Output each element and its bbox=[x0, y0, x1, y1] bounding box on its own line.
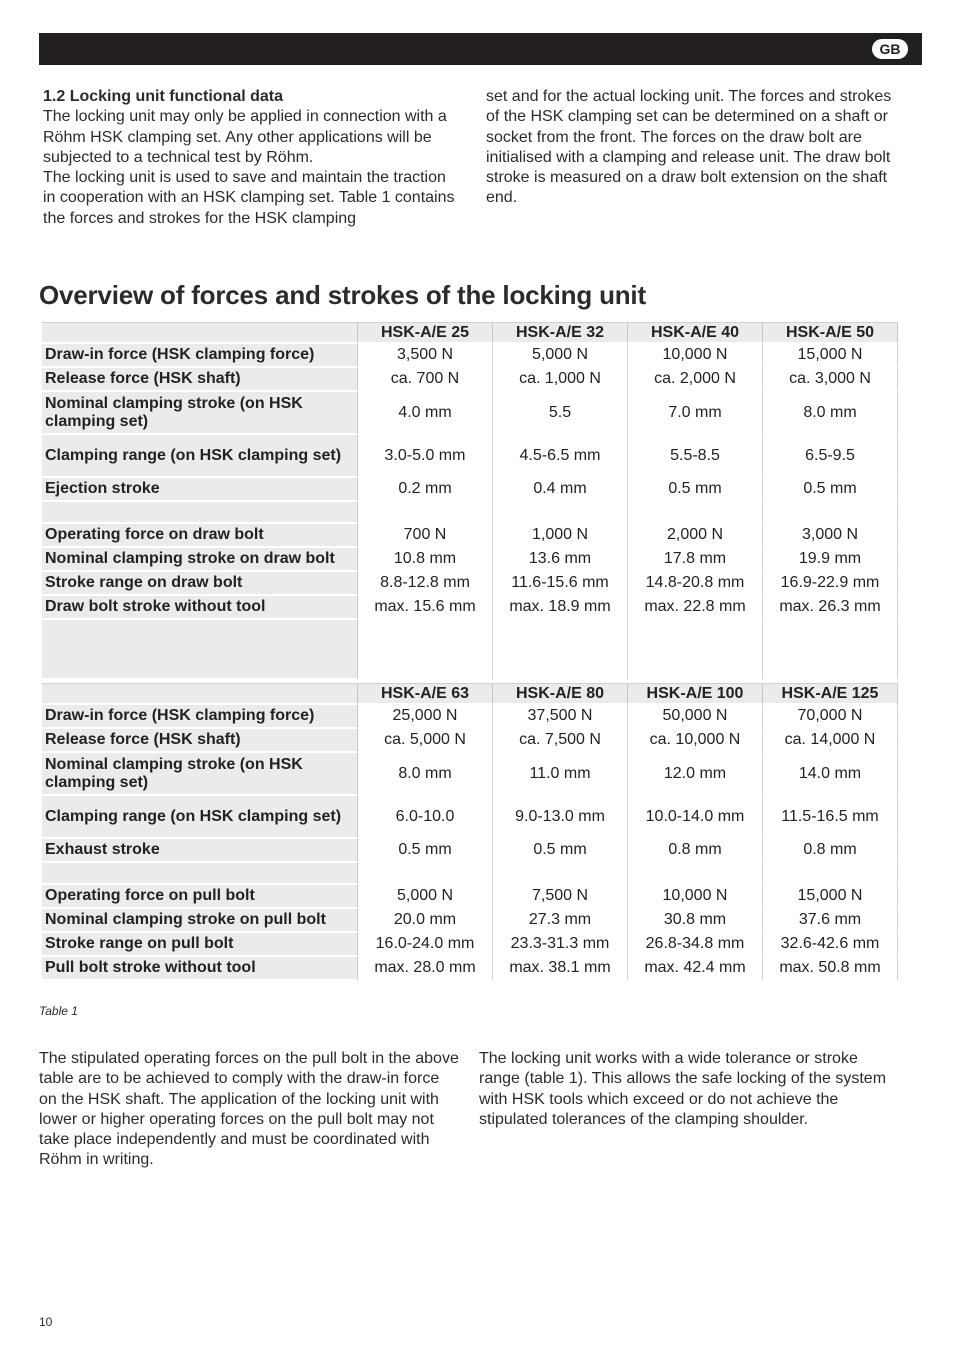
row-label: Stroke range on draw bolt bbox=[42, 572, 358, 596]
table-spacer-row bbox=[42, 502, 898, 524]
table-cell: 8.0 mm bbox=[763, 392, 898, 435]
row-label: Nominal clamping stroke on pull bolt bbox=[42, 909, 358, 933]
table-row bbox=[42, 344, 898, 368]
row-label: Draw-in force (HSK clamping force) bbox=[42, 344, 358, 368]
table-cell: 7.0 mm bbox=[628, 392, 763, 435]
table-cell: 13.6 mm bbox=[493, 548, 628, 572]
table-cell: ca. 14,000 N bbox=[763, 729, 898, 753]
table-cell: ca. 700 N bbox=[358, 368, 493, 392]
header-bar bbox=[39, 33, 922, 65]
row-label: Release force (HSK shaft) bbox=[42, 729, 358, 753]
table-cell: 0.5 mm bbox=[763, 478, 898, 502]
table-cell: 25,000 N bbox=[358, 705, 493, 729]
row-label: Operating force on pull bolt bbox=[42, 885, 358, 909]
table-row bbox=[42, 957, 898, 981]
spacer-cell bbox=[358, 863, 493, 885]
spacer-cell bbox=[763, 502, 898, 524]
spacer-cell bbox=[42, 620, 358, 680]
table-row bbox=[42, 524, 898, 548]
table-cell: 10.8 mm bbox=[358, 548, 493, 572]
table-cell: 0.8 mm bbox=[763, 839, 898, 863]
table-row bbox=[42, 909, 898, 933]
table-cell: 0.2 mm bbox=[358, 478, 493, 502]
table-cell: 3.0-5.0 mm bbox=[358, 435, 493, 478]
table-cell: 2,000 N bbox=[628, 524, 763, 548]
column-header: HSK-A/E 25 bbox=[358, 322, 493, 344]
table-cell: max. 22.8 mm bbox=[628, 596, 763, 620]
outro-paragraph-right: The locking unit works with a wide tolerance or stroke range (table 1). This allows the safe locking of the system with HSK tools which exceed or do not achieve the stipulated tolerances of the clamping shoulder. bbox=[479, 1050, 887, 1128]
table-cell: ca. 2,000 N bbox=[628, 368, 763, 392]
row-label: Draw-in force (HSK clamping force) bbox=[42, 705, 358, 729]
table-cell: 5,000 N bbox=[358, 885, 493, 909]
row-label: Nominal clamping stroke (on HSK clamping set) bbox=[42, 392, 358, 435]
spacer-cell bbox=[42, 502, 358, 524]
table-cell: 3,000 N bbox=[763, 524, 898, 548]
column-header: HSK-A/E 50 bbox=[763, 322, 898, 344]
row-label: Operating force on draw bolt bbox=[42, 524, 358, 548]
table-cell: 17.8 mm bbox=[628, 548, 763, 572]
language-badge: GB bbox=[872, 39, 908, 59]
spec-table-large bbox=[42, 683, 898, 981]
spacer-cell bbox=[493, 620, 628, 680]
table-row bbox=[42, 572, 898, 596]
table-cell: 15,000 N bbox=[763, 344, 898, 368]
outro-paragraph-left: The stipulated operating forces on the pull bolt in the above table are to be achieved to comply with the draw-in force on the HSK shaft. The application of the locking unit with lower or higher operating forces on the pull bolt may not take place independently and must be coordinated with Röhm in writing. bbox=[39, 1050, 459, 1169]
table-cell: max. 28.0 mm bbox=[358, 957, 493, 981]
table-cell: 11.0 mm bbox=[493, 753, 628, 796]
row-label: Release force (HSK shaft) bbox=[42, 368, 358, 392]
column-header: HSK-A/E 32 bbox=[493, 322, 628, 344]
overview-title: Overview of forces and strokes of the locking unit bbox=[39, 280, 646, 310]
table-cell: 14.8-20.8 mm bbox=[628, 572, 763, 596]
table-cell: 16.0-24.0 mm bbox=[358, 933, 493, 957]
table-row bbox=[42, 435, 898, 478]
column-header: HSK-A/E 80 bbox=[493, 683, 628, 705]
table-cell: ca. 1,000 N bbox=[493, 368, 628, 392]
table-cell: 7,500 N bbox=[493, 885, 628, 909]
table-cell: 5.5-8.5 bbox=[628, 435, 763, 478]
table-row bbox=[42, 753, 898, 796]
table-cell: 19.9 mm bbox=[763, 548, 898, 572]
table-cell: 26.8-34.8 mm bbox=[628, 933, 763, 957]
table-cell: 0.4 mm bbox=[493, 478, 628, 502]
table-cell: 12.0 mm bbox=[628, 753, 763, 796]
table-cell: 0.5 mm bbox=[493, 839, 628, 863]
table-cell: 5,000 N bbox=[493, 344, 628, 368]
table-cell: max. 38.1 mm bbox=[493, 957, 628, 981]
row-label: Ejection stroke bbox=[42, 478, 358, 502]
table-cell: 4.0 mm bbox=[358, 392, 493, 435]
outro-right-column bbox=[479, 1049, 899, 1130]
table-cell: 5.5 bbox=[493, 392, 628, 435]
table-cell: max. 18.9 mm bbox=[493, 596, 628, 620]
intro-left-column bbox=[43, 87, 461, 229]
table-cell: 0.5 mm bbox=[358, 839, 493, 863]
table-header-empty bbox=[42, 322, 358, 344]
table-cell: 1,000 N bbox=[493, 524, 628, 548]
table-cell: 0.5 mm bbox=[628, 478, 763, 502]
intro-right-column bbox=[486, 87, 906, 209]
table-cell: 10,000 N bbox=[628, 344, 763, 368]
column-header: HSK-A/E 63 bbox=[358, 683, 493, 705]
spacer-cell bbox=[628, 620, 763, 680]
table-cell: 15,000 N bbox=[763, 885, 898, 909]
table-cell: 23.3-31.3 mm bbox=[493, 933, 628, 957]
table-cell: 11.5-16.5 mm bbox=[763, 796, 898, 839]
table-row bbox=[42, 392, 898, 435]
table-cell: 16.9-22.9 mm bbox=[763, 572, 898, 596]
table-cell: 4.5-6.5 mm bbox=[493, 435, 628, 478]
section-title: 1.2 Locking unit functional data bbox=[43, 88, 284, 105]
table-cell: ca. 5,000 N bbox=[358, 729, 493, 753]
intro-paragraph-2: The locking unit is used to save and maintain the traction in cooperation with an HSK clamping set. Table 1 contains the forces and strokes for the HSK clamping bbox=[43, 169, 455, 227]
table-row bbox=[42, 596, 898, 620]
table-cell: 0.8 mm bbox=[628, 839, 763, 863]
spacer-cell bbox=[493, 863, 628, 885]
row-label: Draw bolt stroke without tool bbox=[42, 596, 358, 620]
intro-paragraph-3: set and for the actual locking unit. The forces and strokes of the HSK clamping set can be determined on a shaft or socket from the front. The forces on the draw bolt are initialised with a clamping and release unit. The draw bolt stroke is measured on a draw bolt extension on the shaft end. bbox=[486, 88, 892, 207]
column-header: HSK-A/E 125 bbox=[763, 683, 898, 705]
spacer-cell bbox=[358, 620, 493, 680]
table-cell: 9.0-13.0 mm bbox=[493, 796, 628, 839]
spacer-cell bbox=[628, 863, 763, 885]
table-caption: Table 1 bbox=[39, 1004, 78, 1018]
table-row bbox=[42, 729, 898, 753]
table-spacer-row bbox=[42, 620, 898, 680]
table-row bbox=[42, 548, 898, 572]
table-cell: ca. 7,500 N bbox=[493, 729, 628, 753]
table-cell: ca. 3,000 N bbox=[763, 368, 898, 392]
table-cell: 32.6-42.6 mm bbox=[763, 933, 898, 957]
table-cell: 20.0 mm bbox=[358, 909, 493, 933]
table-cell: 8.0 mm bbox=[358, 753, 493, 796]
spec-table-small bbox=[42, 322, 898, 680]
table-row bbox=[42, 705, 898, 729]
spacer-cell bbox=[358, 502, 493, 524]
table-cell: 700 N bbox=[358, 524, 493, 548]
table-header-row bbox=[42, 683, 898, 705]
table-cell: 27.3 mm bbox=[493, 909, 628, 933]
row-label: Clamping range (on HSK clamping set) bbox=[42, 796, 358, 839]
table-cell: 10,000 N bbox=[628, 885, 763, 909]
table-cell: 6.5-9.5 bbox=[763, 435, 898, 478]
table-cell: 37.6 mm bbox=[763, 909, 898, 933]
table-cell: max. 15.6 mm bbox=[358, 596, 493, 620]
table-cell: 8.8-12.8 mm bbox=[358, 572, 493, 596]
column-header: HSK-A/E 100 bbox=[628, 683, 763, 705]
outro-left-column bbox=[39, 1049, 459, 1171]
table-cell: 14.0 mm bbox=[763, 753, 898, 796]
table-cell: max. 26.3 mm bbox=[763, 596, 898, 620]
spacer-cell bbox=[763, 620, 898, 680]
column-header: HSK-A/E 40 bbox=[628, 322, 763, 344]
row-label: Nominal clamping stroke on draw bolt bbox=[42, 548, 358, 572]
table-cell: 11.6-15.6 mm bbox=[493, 572, 628, 596]
table-cell: 10.0-14.0 mm bbox=[628, 796, 763, 839]
row-label: Exhaust stroke bbox=[42, 839, 358, 863]
spacer-cell bbox=[763, 863, 898, 885]
table-cell: 70,000 N bbox=[763, 705, 898, 729]
row-label: Nominal clamping stroke (on HSK clamping set) bbox=[42, 753, 358, 796]
spacer-cell bbox=[42, 863, 358, 885]
intro-paragraph-1: The locking unit may only be applied in connection with a Röhm HSK clamping set. Any other applications will be subjected to a technical test by Röhm. bbox=[43, 108, 447, 166]
table-row bbox=[42, 478, 898, 502]
spacer-cell bbox=[493, 502, 628, 524]
table-header-row bbox=[42, 322, 898, 344]
table-row bbox=[42, 933, 898, 957]
table-cell: max. 42.4 mm bbox=[628, 957, 763, 981]
row-label: Stroke range on pull bolt bbox=[42, 933, 358, 957]
table-row bbox=[42, 796, 898, 839]
table-spacer-row bbox=[42, 863, 898, 885]
table-row bbox=[42, 368, 898, 392]
spacer-cell bbox=[628, 502, 763, 524]
table-row bbox=[42, 839, 898, 863]
table-cell: ca. 10,000 N bbox=[628, 729, 763, 753]
table-cell: 3,500 N bbox=[358, 344, 493, 368]
table-cell: 50,000 N bbox=[628, 705, 763, 729]
table-header-empty bbox=[42, 683, 358, 705]
row-label: Clamping range (on HSK clamping set) bbox=[42, 435, 358, 478]
table-cell: 6.0-10.0 bbox=[358, 796, 493, 839]
table-cell: max. 50.8 mm bbox=[763, 957, 898, 981]
page-number: 10 bbox=[39, 1315, 53, 1329]
table-cell: 30.8 mm bbox=[628, 909, 763, 933]
row-label: Pull bolt stroke without tool bbox=[42, 957, 358, 981]
table-row bbox=[42, 885, 898, 909]
table-cell: 37,500 N bbox=[493, 705, 628, 729]
